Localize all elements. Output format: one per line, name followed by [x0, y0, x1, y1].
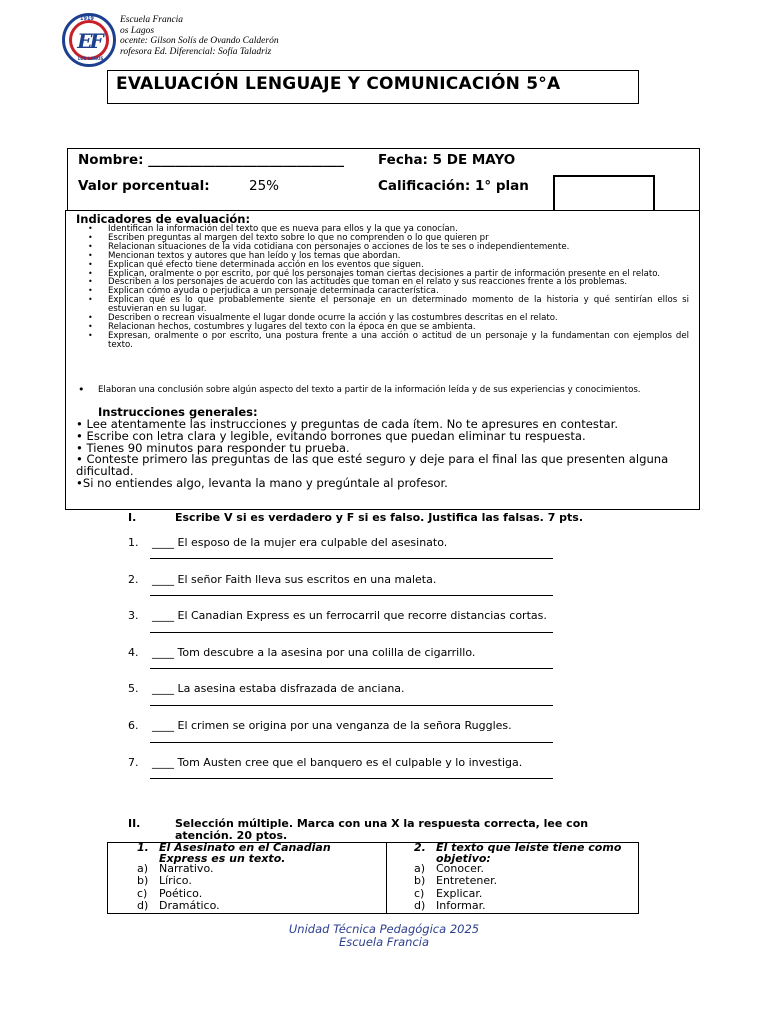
tf-question [128, 756, 522, 769]
indicator-item: • Relacionan situaciones de la vida cotidiana con personajes o acciones de los te ses o independientemente. [66, 243, 701, 252]
name-field[interactable]: Nombre: _____________________________ [78, 152, 344, 168]
instruction-item: • Lee atentamente las instrucciones y preguntas de cada ítem. No te apresures en contestar. [76, 417, 619, 431]
school-name: Escuela Francia [120, 15, 184, 25]
indicator-item: • Describen o recrean visualmente el lugar donde ocurre la acción y las costumbres descritas en el relato. [66, 314, 701, 323]
question-number: 3. [128, 609, 139, 622]
logo-text: LOS LAGOS [78, 56, 104, 61]
mc-option-text[interactable]: Narrativo. [159, 862, 214, 875]
indicator-item: • Escriben preguntas al margen del texto sobre lo que no comprenden o lo que quieren pr [66, 234, 701, 243]
instruction-item: •Si no entiendes algo, levanta la mano y pregúntale al profesor. [76, 476, 448, 490]
indicator-item: • Explican qué es lo que probablemente siente el personaje en un determinado momento de la historia y qué sentirían ellos si estuvieran en su lugar. [66, 296, 701, 314]
indicator-item: • Relacionan hechos, costumbres y lugares del texto con la época en que se ambienta. [66, 323, 701, 332]
logo-year: 1919 [80, 16, 94, 22]
answer-line[interactable] [150, 595, 553, 596]
instruction-item: • Conteste primero las preguntas de las que esté seguro y deje para el final las que presenten alguna dificultad. [76, 452, 669, 478]
indicator-item: • Mencionan textos y autores que han leído y los temas que abordan. [66, 252, 701, 261]
indicator-item: • Expresan, oralmente o por escrito, una postura frente a una acción o actitud de un personaje y la fundamentan con ejemplos del texto. [66, 332, 701, 350]
question-text: ____ El Canadian Express es un ferrocarril que recorre distancias cortas. [152, 609, 547, 622]
question-text: ____ El esposo de la mujer era culpable del asesinato. [152, 536, 448, 549]
mc-option-letter: d) [137, 898, 149, 912]
mc-option-letter: a) [137, 862, 149, 875]
mc-option-letter: c) [414, 886, 425, 900]
tf-question [128, 609, 547, 622]
mc-option-letter: b) [137, 874, 149, 888]
mc-option-letter: c) [137, 886, 148, 900]
school-logo [62, 13, 116, 67]
indicator-item: • Explican, oralmente o por escrito, por qué los personajes toman ciertas decisiones a partir de información presente en el relato. [66, 270, 701, 279]
mc-option-text[interactable]: Poético. [159, 886, 203, 900]
mc-question-cell [387, 843, 638, 913]
mc-question-text: El texto que leíste tiene como [436, 841, 622, 854]
mc-question-text: El Asesinato en el Canadian [159, 841, 331, 854]
question-number: 2. [128, 573, 139, 586]
section-2-title-cont: atención. 20 ptos. [175, 829, 288, 842]
mc-option-letter: a) [414, 862, 426, 875]
footer-unit: Unidad Técnica Pedagógica 2025 [288, 922, 480, 936]
question-number: 1. [128, 536, 139, 549]
school-location: os Lagos [120, 25, 155, 36]
tf-question [128, 573, 436, 586]
multiple-choice-table [107, 842, 639, 914]
question-text: ____ La asesina estaba disfrazada de anciana. [152, 682, 405, 695]
mc-option-text[interactable]: Explicar. [436, 886, 483, 900]
tf-question [128, 646, 475, 659]
special-ed-teacher: rofesora Ed. Diferencial: Sofía Taladriz [120, 46, 272, 57]
mc-question-cell [108, 843, 387, 913]
answer-line[interactable] [150, 558, 553, 559]
answer-line[interactable] [150, 632, 553, 633]
indicator-item: • Explican qué efecto tiene determinada acción en los eventos que siguen. [66, 261, 701, 270]
question-text: ____ El crimen se origina por una venganza de la señora Ruggles. [152, 719, 512, 732]
tf-question [128, 719, 512, 732]
section-1-number: I. [128, 511, 137, 524]
answer-line[interactable] [150, 742, 553, 743]
teacher-name: ocente: Gilson Solís de Ovando Calderón [120, 36, 279, 46]
answer-line[interactable] [150, 705, 553, 706]
mc-option-letter: d) [414, 898, 426, 912]
calificacion-label: Calificación: 1° plan [378, 178, 529, 194]
footer-school: Escuela Francia [338, 935, 430, 949]
section-2-title: Selección múltiple. Marca con una X la respuesta correcta, lee con [175, 817, 589, 830]
mc-question-text-cont: objetivo: [436, 851, 491, 865]
mc-option-text[interactable]: Informar. [436, 898, 486, 912]
exam-title: EVALUACIÓN LENGUAJE Y COMUNICACIÓN 5°A [116, 74, 561, 94]
tf-question [128, 682, 405, 695]
question-number: 4. [128, 646, 139, 659]
exam-title-box [107, 70, 639, 104]
question-text: ____ El señor Faith lleva sus escritos en una maleta. [152, 573, 437, 586]
mc-option-text[interactable]: Dramático. [159, 898, 220, 912]
indicator-item-last: • Elaboran una conclusión sobre algún aspecto del texto a partir de la información leída y de sus experiencias y conocimientos. [78, 386, 688, 396]
mc-option-letter: b) [414, 874, 426, 888]
question-number: 7. [128, 756, 139, 769]
instruction-item: • Escribe con letra clara y legible, evitando borrones que puedan eliminar tu respuesta. [76, 429, 586, 443]
date-label: Fecha: 5 DE MAYO [378, 152, 516, 168]
mc-option-text[interactable]: Entretener. [436, 874, 498, 888]
instructions-title: Instrucciones generales: [98, 405, 258, 419]
question-text: ____ Tom Austen cree que el banquero es el culpable y lo investiga. [152, 756, 523, 769]
question-number: 5. [128, 682, 139, 695]
logo-monogram: EF [77, 29, 101, 53]
mc-question-number: 1. [137, 841, 149, 854]
indicators-list [66, 225, 701, 350]
indicator-item: • Describen a los personajes de acuerdo con las actitudes que toman en el relato y sus reacciones frente a los problemas. [66, 278, 701, 287]
valor-value: 25% [249, 178, 280, 194]
indicators-box [65, 210, 700, 510]
section-2-number: II. [128, 817, 141, 830]
mc-option-text[interactable]: Conocer. [436, 862, 484, 875]
answer-line[interactable] [150, 668, 553, 669]
section-1-title: Escribe V si es verdadero y F si es falso. Justifica las falsas. 7 pts. [175, 511, 584, 524]
valor-label: Valor porcentual: [78, 178, 210, 194]
indicator-item: • Identifican la información del texto que es nueva para ellos y la que ya conocían. [66, 225, 701, 234]
answer-line[interactable] [150, 778, 553, 779]
tf-question [128, 536, 447, 549]
instruction-item: • Tienes 90 minutos para responder tu prueba. [76, 441, 350, 455]
mc-question-text-cont: Express es un texto. [159, 851, 286, 865]
question-number: 6. [128, 719, 139, 732]
indicator-item: • Explican cómo ayuda o perjudica a un personaje determinada característica. [66, 287, 701, 296]
indicators-title: Indicadores de evaluación: [76, 212, 251, 226]
mc-question-number: 2. [414, 841, 426, 854]
mc-option-text[interactable]: Lírico. [159, 874, 192, 888]
mc-option[interactable] [414, 900, 425, 912]
mc-option[interactable] [137, 900, 148, 912]
question-text: ____ Tom descubre a la asesina por una colilla de cigarrillo. [152, 646, 476, 659]
